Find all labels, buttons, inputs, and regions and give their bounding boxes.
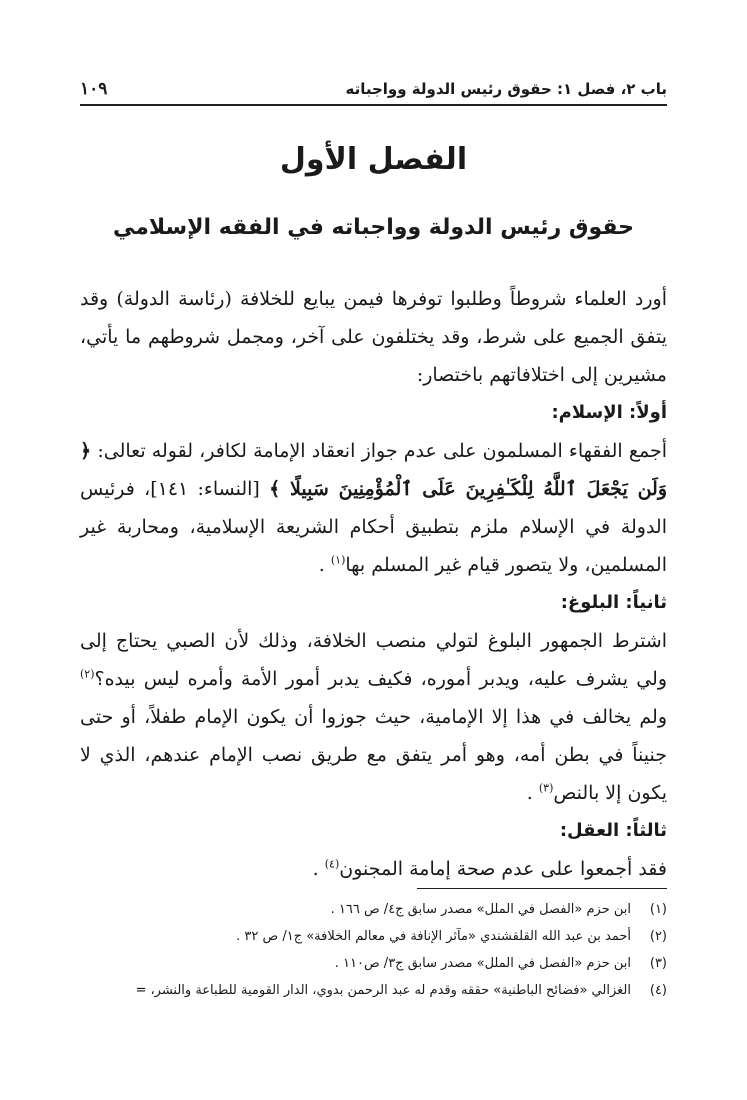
footnote-marker: (٣) (649, 956, 667, 971)
main-text (80, 280, 667, 888)
footnote-text: ابن حزم «الفصل في الملل» مصدر سابق ج٤/ ص ١٦٦ . (330, 902, 631, 917)
heading-maturity: ثانياً: البلوغ: (560, 592, 667, 613)
footnote-marker: (٤) (649, 983, 667, 998)
footnote-text: أحمد بن عبد الله القلقشندي «مآثر الإنافة في معالم الخلافة» ج١/ ص ٣٢ . (236, 929, 631, 944)
heading-islam: أولاً: الإسلام: (551, 402, 667, 423)
paragraph-text: فقد أجمعوا على عدم صحة إمامة المجنون (339, 858, 667, 880)
footnote-marker: (١) (649, 902, 667, 917)
footnote-item (80, 950, 667, 977)
section-title: حقوق رئيس الدولة وواجباته في الفقه الإسلامي (112, 215, 635, 240)
footnote-item (80, 923, 667, 950)
paragraph-text: [النساء: ١٤١]، فرئيس الدولة في الإسلام ملزم بتطبيق أحكام الشريعة الإسلامية، ومحاربة غير المسلمين، ولا يتصور قيام غير المسلم بها (80, 478, 667, 576)
paragraph-text: أجمع الفقهاء المسلمون على عدم جواز انعقاد الإمامة لكافر، لقوله تعالى: (97, 440, 668, 462)
footnote-ref[interactable]: (٢) (80, 667, 95, 681)
footnote-ref[interactable]: (١) (330, 553, 346, 567)
running-header (80, 76, 667, 102)
chapter-title: الفصل الأول (279, 142, 468, 177)
paragraph-maturity (80, 622, 667, 812)
intro-paragraph: أورد العلماء شروطاً وطلبوا توفرها فيمن يبايع للخلافة (رئاسة الدولة) وقد يتفق الجميع على شرط، وقد يختلفون على آخر، ومجمل شروطهم ما يأتي، مشيرين إلى اختلافاتهم باختصار: (80, 288, 667, 386)
footnote-item (80, 896, 667, 923)
paragraph-text: اشترط الجمهور البلوغ لتولي منصب الخلافة، وذلك لأن الصبي يحتاج إلى ولي يشرف عليه، ويدبر أموره، فكيف يدبر أمور الأمة وأمره ليس بيده؟ (80, 630, 667, 690)
footnotes (80, 896, 667, 1004)
footnote-ref[interactable]: (٤) (324, 857, 340, 871)
footnote-ref[interactable]: (٣) (538, 781, 554, 795)
paragraph-islam (80, 432, 667, 584)
period: . (312, 858, 319, 880)
paragraph-reason (80, 850, 667, 888)
footnote-text: الغزالي «فضائح الباطنية» حققه وقدم له عبد الرحمن بدوي، الدار القومية للطباعة والنشر، = (135, 983, 631, 998)
footnote-text: ابن حزم «الفصل في الملل» مصدر سابق ج٣/ ص١١٠ . (334, 956, 631, 971)
header-divider (80, 104, 667, 106)
page-number: ١٠٩ (80, 79, 108, 99)
footnote-marker: (٢) (649, 929, 667, 944)
heading-reason: ثالثاً: العقل: (559, 820, 667, 841)
period: . (318, 554, 325, 576)
footnote-item (80, 977, 667, 1004)
paragraph-text: ولم يخالف في هذا إلا الإمامية، حيث جوزوا أن يكون الإمام طفلاً، أو حتى جنيناً في بطن أمه، وهو أمر يتفق مع طريق نصب الإمام عندهم، الذي لا يكون إلا بالنص (80, 706, 667, 804)
running-title: باب ٢، فصل ١: حقوق رئيس الدولة وواجباته (345, 80, 667, 98)
footnote-divider (417, 888, 667, 889)
quran-verse: ﴿ وَلَن يَجْعَلَ ٱللَّهُ لِلْكَـٰفِرِينَ عَلَى ٱلْمُؤْمِنِينَ سَبِيلًا ﴾ (80, 440, 668, 500)
period: . (526, 782, 533, 804)
